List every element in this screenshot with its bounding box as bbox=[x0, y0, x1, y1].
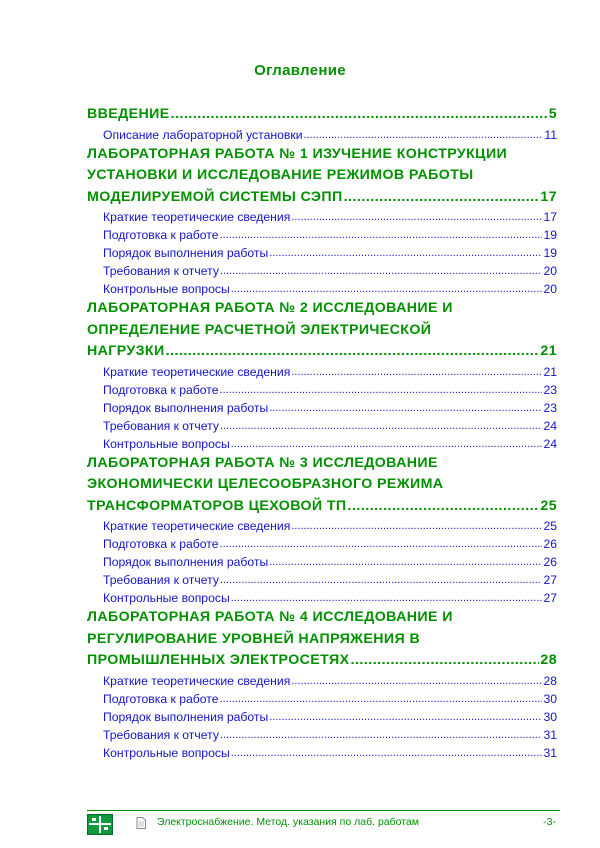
toc-section-entry[interactable] bbox=[87, 535, 557, 553]
toc-entry-title: Порядок выполнения работы bbox=[103, 555, 269, 569]
toc-entry-title-line: ЛАБОРАТОРНАЯ РАБОТА № 2 ИССЛЕДОВАНИЕ И bbox=[87, 300, 453, 316]
toc-entry-title: Подготовка к работе bbox=[103, 537, 219, 551]
toc-section-entry[interactable] bbox=[87, 571, 557, 589]
toc-entry-title-line: МОДЕЛИРУЕМОЙ СИСТЕМЫ СЭПП bbox=[87, 188, 343, 205]
dot-leader bbox=[220, 381, 543, 399]
toc-entry-title: Краткие теоретические сведения bbox=[103, 364, 291, 379]
toc-section-entry[interactable] bbox=[87, 226, 557, 244]
toc-section-entry[interactable] bbox=[87, 262, 557, 280]
toc-section-entry[interactable] bbox=[87, 363, 557, 381]
toc-page-number: 23 bbox=[543, 400, 557, 415]
toc-page-number: 31 bbox=[543, 727, 557, 742]
toc-chapter-entry[interactable] bbox=[87, 104, 557, 126]
toc-page-number: 11 bbox=[544, 127, 557, 142]
toc-entry-title: Подготовка к работе bbox=[103, 691, 219, 706]
dot-leader bbox=[220, 226, 543, 244]
toc-title: Оглавление bbox=[254, 62, 346, 79]
dot-leader bbox=[171, 104, 548, 126]
toc-section-entry[interactable] bbox=[87, 744, 557, 762]
dot-leader bbox=[344, 187, 540, 209]
toc-section-entry[interactable] bbox=[87, 553, 557, 571]
toc-entry-title-line: ВВЕДЕНИЕ bbox=[87, 106, 170, 122]
toc-section-entry[interactable] bbox=[87, 280, 557, 298]
toc-entry-title: Требования к отчету bbox=[103, 573, 219, 587]
toc-section-entry[interactable] bbox=[87, 126, 557, 144]
toc-page-number: 25 bbox=[543, 519, 557, 533]
toc-entry-title: Контрольные вопросы bbox=[103, 591, 230, 605]
toc-page-number: 25 bbox=[540, 497, 557, 514]
table-of-contents bbox=[87, 104, 557, 762]
dot-leader bbox=[231, 589, 543, 607]
toc-entry-title-line: ЭКОНОМИЧЕСКИ ЦЕЛЕСООБРАЗНОГО РЕЖИМА bbox=[87, 476, 444, 492]
dot-leader bbox=[269, 708, 542, 726]
toc-entry-title: Порядок выполнения работы bbox=[103, 246, 269, 260]
toc-page-number: 21 bbox=[540, 343, 557, 359]
toc-section-entry[interactable] bbox=[87, 589, 557, 607]
toc-entry-title: Контрольные вопросы bbox=[103, 282, 230, 296]
document-icon bbox=[136, 817, 146, 829]
toc-entry-title-line: УСТАНОВКИ И ИССЛЕДОВАНИЕ РЕЖИМОВ РАБОТЫ bbox=[87, 167, 474, 183]
toc-page-number: 28 bbox=[543, 673, 557, 688]
dot-leader bbox=[220, 417, 543, 435]
toc-page-number: 20 bbox=[543, 264, 557, 278]
toc-page-number: 21 bbox=[543, 364, 557, 379]
toc-page-number: 20 bbox=[543, 282, 557, 296]
dot-leader bbox=[269, 399, 542, 417]
toc-section-entry[interactable] bbox=[87, 208, 557, 226]
toc-section-entry[interactable] bbox=[87, 672, 557, 690]
toc-entry-title: Порядок выполнения работы bbox=[103, 400, 269, 415]
dot-leader bbox=[220, 690, 543, 708]
toc-page-number: 27 bbox=[543, 591, 557, 605]
toc-entry-title: Контрольные вопросы bbox=[103, 436, 230, 451]
toc-entry-title: Требования к отчету bbox=[103, 264, 219, 278]
toc-page-number: 19 bbox=[543, 228, 557, 242]
toc-page-number: 27 bbox=[543, 573, 557, 587]
toc-entry-title: Краткие теоретические сведения bbox=[103, 210, 291, 224]
toc-chapter-entry[interactable] bbox=[87, 144, 557, 209]
toc-page-number: 19 bbox=[543, 246, 557, 260]
footer-page-number: -3- bbox=[543, 816, 556, 828]
toc-section-entry[interactable] bbox=[87, 517, 557, 535]
toc-entry-title: Требования к отчету bbox=[103, 418, 219, 433]
dot-leader bbox=[220, 726, 543, 744]
toc-page-number: 30 bbox=[543, 709, 557, 724]
dot-leader bbox=[269, 244, 542, 262]
toc-entry-title: Краткие теоретические сведения bbox=[103, 519, 291, 533]
dot-leader bbox=[291, 363, 542, 381]
dot-leader bbox=[304, 126, 544, 144]
toc-section-entry[interactable] bbox=[87, 435, 557, 453]
toc-entry-title: Краткие теоретические сведения bbox=[103, 673, 291, 688]
toc-section-entry[interactable] bbox=[87, 690, 557, 708]
footer-title: Электроснабжение. Метод. указания по лаб. работам bbox=[157, 816, 419, 828]
toc-entry-title: Требования к отчету bbox=[103, 727, 219, 742]
toc-section-entry[interactable] bbox=[87, 381, 557, 399]
dot-leader bbox=[348, 496, 540, 518]
toc-entry-title-line: ЛАБОРАТОРНАЯ РАБОТА № 4 ИССЛЕДОВАНИЕ И bbox=[87, 609, 453, 625]
cross-grid-logo-icon bbox=[87, 814, 113, 835]
toc-page-number: 24 bbox=[543, 436, 557, 451]
toc-page-number: 30 bbox=[543, 691, 557, 706]
toc-page-number: 17 bbox=[540, 188, 557, 205]
toc-page-number: 17 bbox=[543, 210, 557, 224]
toc-entry-title: Подготовка к работе bbox=[103, 228, 219, 242]
toc-chapter-entry[interactable] bbox=[87, 453, 557, 518]
dot-leader bbox=[291, 208, 542, 226]
dot-leader bbox=[220, 571, 543, 589]
toc-page-number: 24 bbox=[543, 418, 557, 433]
toc-entry-title-line: ОПРЕДЕЛЕНИЕ РАСЧЕТНОЙ ЭЛЕКТРИЧЕСКОЙ bbox=[87, 321, 432, 338]
toc-page-number: 23 bbox=[543, 382, 557, 397]
toc-entry-title-line: ЛАБОРАТОРНАЯ РАБОТА № 3 ИССЛЕДОВАНИЕ bbox=[87, 454, 438, 471]
toc-entry-title-line: ПРОМЫШЛЕННЫХ ЭЛЕКТРОСЕТЯХ bbox=[87, 652, 350, 668]
toc-entry-title-line: РЕГУЛИРОВАНИЕ УРОВНЕЙ НАПРЯЖЕНИЯ В bbox=[87, 630, 421, 647]
toc-entry-title: Контрольные вопросы bbox=[103, 745, 230, 760]
toc-entry-title-line: ЛАБОРАТОРНАЯ РАБОТА № 1 ИЗУЧЕНИЕ КОНСТРУКЦИИ bbox=[87, 145, 508, 162]
toc-entry-title-line: НАГРУЗКИ bbox=[87, 343, 165, 359]
toc-page-number: 5 bbox=[548, 106, 557, 122]
dot-leader bbox=[220, 535, 543, 553]
toc-entry-title: Описание лабораторной установки bbox=[103, 127, 303, 142]
toc-entry-title: Порядок выполнения работы bbox=[103, 709, 269, 724]
toc-section-entry[interactable] bbox=[87, 708, 557, 726]
toc-chapter-entry[interactable] bbox=[87, 298, 557, 363]
toc-page-number: 26 bbox=[543, 555, 557, 569]
dot-leader bbox=[220, 262, 543, 280]
toc-entry-title-line: ТРАНСФОРМАТОРОВ ЦЕХОВОЙ ТП bbox=[87, 497, 347, 514]
dot-leader bbox=[291, 672, 542, 690]
toc-page-number: 28 bbox=[540, 652, 557, 668]
toc-entry-title: Подготовка к работе bbox=[103, 382, 219, 397]
page-footer bbox=[87, 810, 560, 833]
dot-leader bbox=[351, 650, 540, 672]
toc-page-number: 31 bbox=[543, 745, 557, 760]
dot-leader bbox=[166, 341, 540, 363]
toc-section-entry[interactable] bbox=[87, 399, 557, 417]
dot-leader bbox=[231, 280, 543, 298]
toc-section-entry[interactable] bbox=[87, 726, 557, 744]
toc-chapter-entry[interactable] bbox=[87, 607, 557, 672]
dot-leader bbox=[269, 553, 542, 571]
toc-page-number: 26 bbox=[543, 537, 557, 551]
dot-leader bbox=[231, 435, 543, 453]
toc-section-entry[interactable] bbox=[87, 244, 557, 262]
toc-section-entry[interactable] bbox=[87, 417, 557, 435]
dot-leader bbox=[291, 517, 542, 535]
dot-leader bbox=[231, 744, 543, 762]
